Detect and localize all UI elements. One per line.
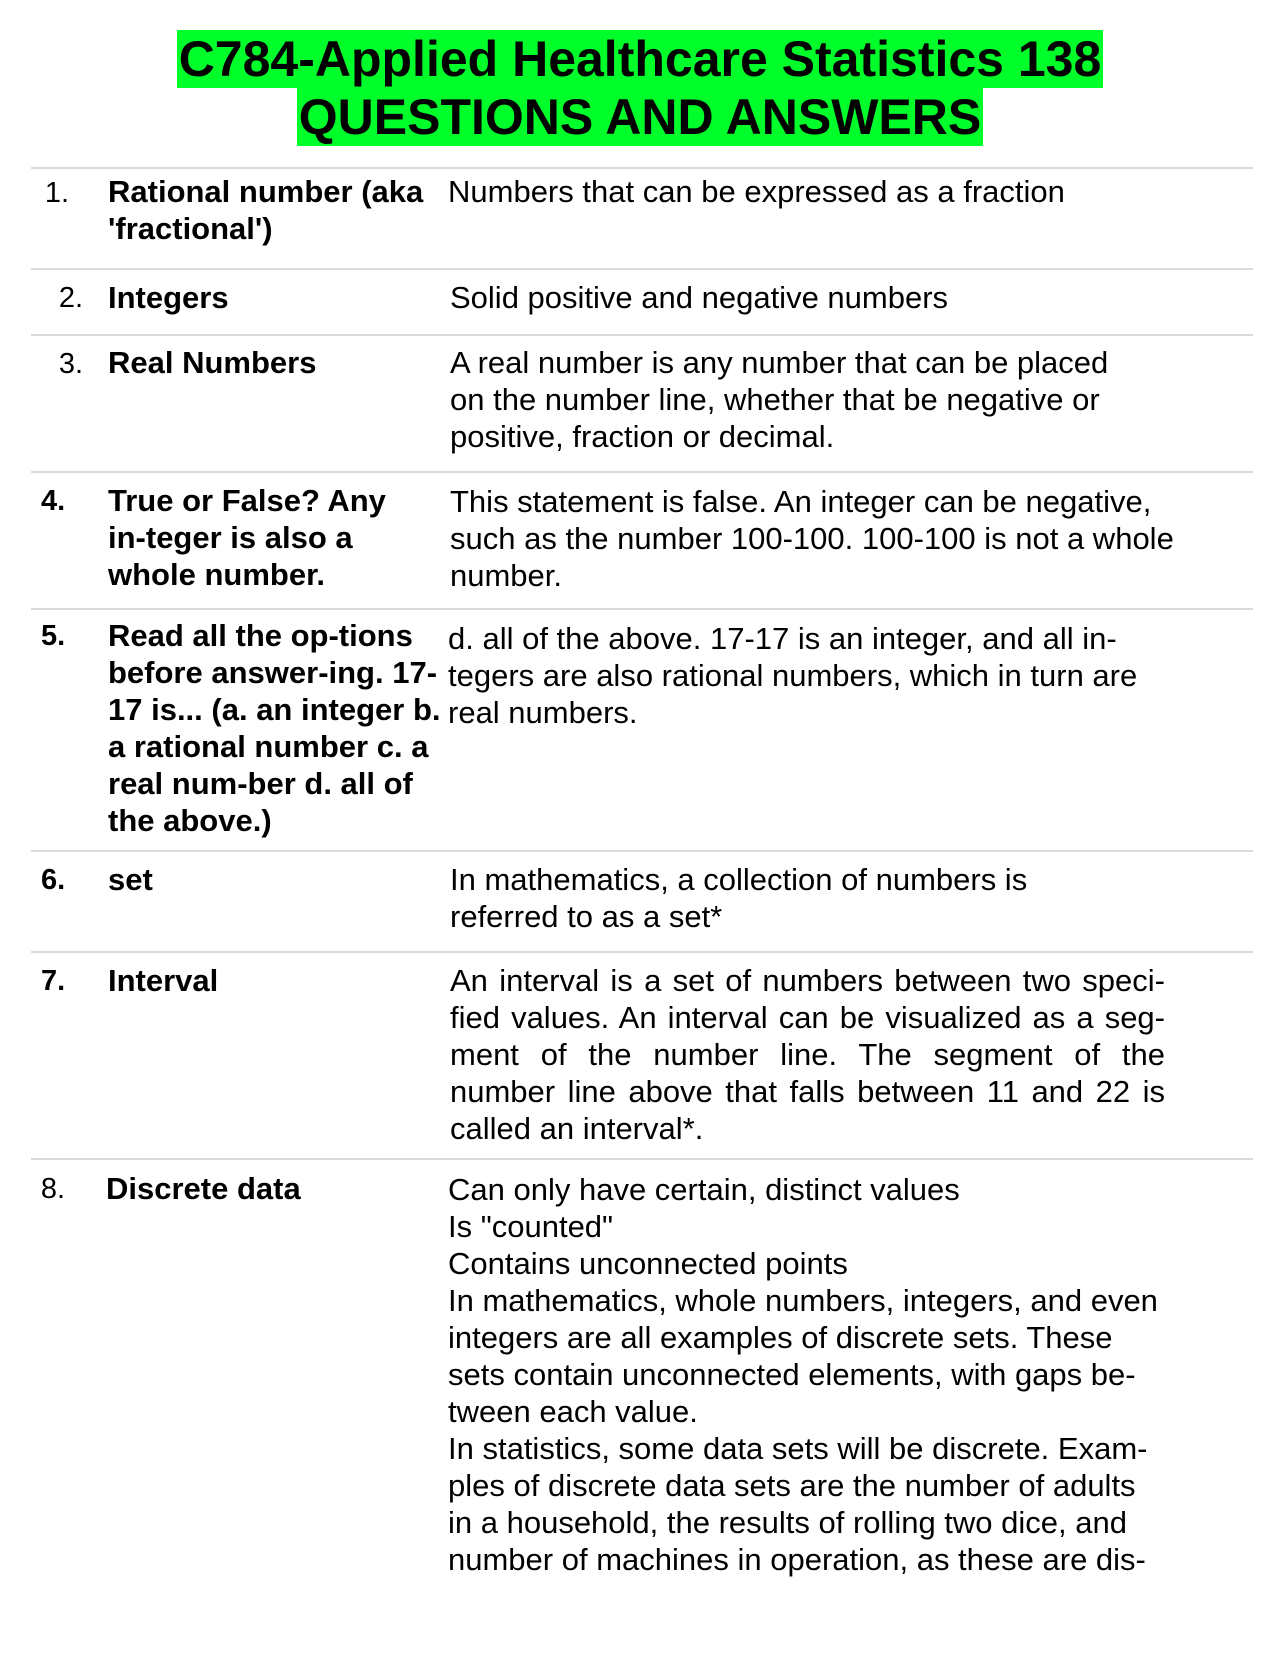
row-number: 8. bbox=[40, 1173, 65, 1205]
definition-line: In mathematics, a collection of numbers is referred to as a set* bbox=[450, 862, 1028, 934]
definition-line: Numbers that can be expressed as a fraction bbox=[448, 174, 1065, 209]
title-line-1: C784-Applied Healthcare Statistics 138 bbox=[178, 31, 1102, 87]
definition-line: Contains unconnected points bbox=[448, 1246, 848, 1281]
row-definition bbox=[448, 620, 1158, 731]
qa-row bbox=[31, 268, 1253, 334]
qa-row bbox=[31, 608, 1253, 850]
qa-row bbox=[31, 167, 1253, 268]
row-term: Integers bbox=[108, 280, 229, 315]
row-definition bbox=[450, 962, 1165, 1147]
row-number: 3. bbox=[58, 348, 83, 380]
row-term: Discrete data bbox=[106, 1171, 301, 1206]
row-number: 6. bbox=[41, 864, 66, 896]
definition-line: Can only have certain, distinct values bbox=[448, 1172, 960, 1207]
row-definition bbox=[448, 1171, 1166, 1578]
row-definition bbox=[450, 483, 1180, 594]
definition-line: Solid positive and negative numbers bbox=[450, 280, 949, 315]
row-definition bbox=[450, 279, 1228, 316]
definition-line: In statistics, some data sets will be discrete. Exam-ples of discrete data sets are the number of adults in a household, the results of rolling two dice, and number of machines in operation, as these are dis- bbox=[448, 1431, 1148, 1577]
title-line-2: QUESTIONS AND ANSWERS bbox=[298, 89, 982, 145]
qa-row bbox=[31, 471, 1253, 608]
definition-line: An interval is a set of numbers between two speci-fied values. An interval can be visualized as a seg-ment of the number line. The segment of the number line above that falls between 11 and 22 is called an interval*. bbox=[450, 963, 1165, 1146]
qa-table bbox=[31, 167, 1253, 1588]
qa-row bbox=[31, 951, 1253, 1158]
row-term: Read all the op-tions before answer-ing. 17-17 is... (a. an integer b. a rational number c. a real num-ber d. all of the above.) bbox=[108, 618, 441, 838]
row-term: set bbox=[108, 862, 153, 897]
row-definition bbox=[450, 344, 1140, 455]
row-definition bbox=[448, 173, 1226, 210]
row-number: 4. bbox=[41, 485, 66, 517]
row-term: Rational number (aka 'fractional') bbox=[108, 174, 424, 246]
row-number: 2. bbox=[58, 282, 83, 314]
qa-row bbox=[31, 1158, 1253, 1588]
qa-row bbox=[31, 334, 1253, 471]
definition-line: A real number is any number that can be placed on the number line, whether that be negative or positive, fraction or decimal. bbox=[450, 345, 1109, 454]
row-number: 7. bbox=[41, 965, 66, 997]
row-number: 1. bbox=[44, 177, 69, 209]
qa-row bbox=[31, 850, 1253, 951]
row-term: True or False? Any in-teger is also a whole number. bbox=[108, 483, 386, 592]
row-term: Interval bbox=[108, 963, 219, 998]
row-number: 5. bbox=[41, 620, 66, 652]
definition-line: d. all of the above. 17-17 is an integer, and all in-tegers are also rational numbers, which in turn are real numbers. bbox=[448, 621, 1138, 730]
definition-line: In mathematics, whole numbers, integers, and even integers are all examples of discrete sets. These sets contain unconnected elements, with gaps be-tween each value. bbox=[448, 1283, 1158, 1429]
definition-line: This statement is false. An integer can be negative, such as the number 100-100. 100-100 is not a whole number. bbox=[450, 484, 1174, 593]
row-definition bbox=[450, 861, 1100, 935]
definition-line: Is "counted" bbox=[448, 1209, 614, 1244]
document-title bbox=[0, 30, 1280, 146]
row-term: Real Numbers bbox=[108, 345, 317, 380]
